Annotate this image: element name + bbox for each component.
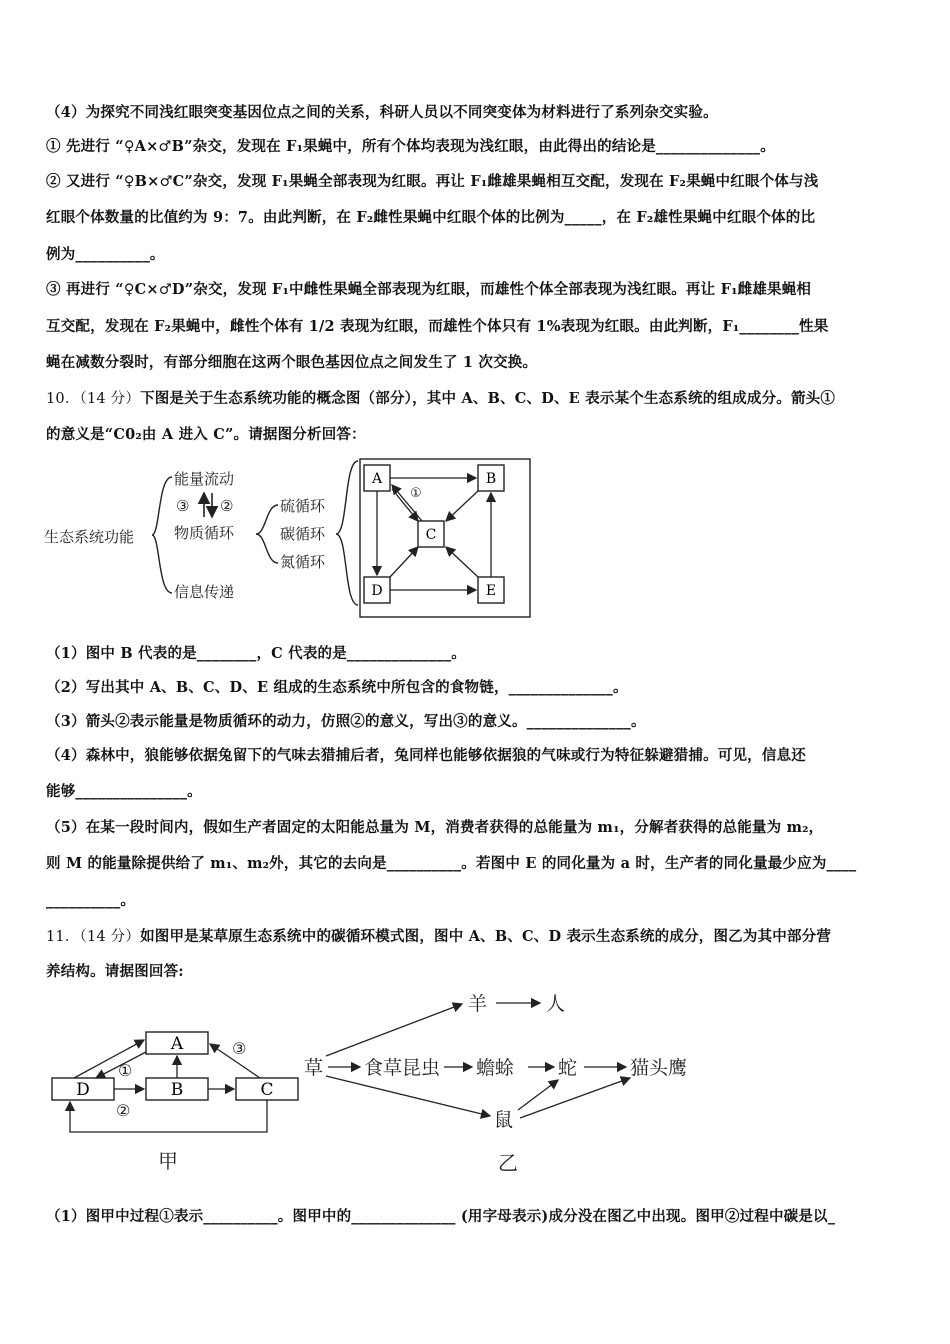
diagram-material-cycle-label: 物质循环 <box>174 524 235 542</box>
jia-box-c: C <box>260 1080 274 1100</box>
diagram-carbon-cycle: 碳循环 <box>280 525 326 543</box>
yi-node-insect: 食草昆虫 <box>364 1057 441 1079</box>
diagram-arrow3-label: ③ <box>176 497 190 515</box>
q10-part5-line3: __________。 <box>46 892 136 909</box>
diagram-cycles-brace <box>256 505 278 563</box>
yi-node-grass: 草 <box>304 1057 324 1079</box>
q9-sub3-line2: 互交配，发现在 F₂果蝇中，雌性个体有 1/2 表现为红眼，而雄性个体只有 1%表现为红眼。由此判断，F₁________性果 <box>46 318 829 335</box>
q9-sub1: ① 先进行 “♀A×♂B”杂交，发现在 F₁果蝇中，所有个体均表现为浅红眼，由此得出的结论是______________。 <box>46 138 775 155</box>
q9-part4: （4）为探究不同浅红眼突变基因位点之间的关系，科研人员以不同突变体为材料进行了系列杂交实验。 <box>46 104 718 121</box>
q11-part1: （1）图甲中过程①表示__________。图甲中的______________ (用字母表示)成分没在图乙中出现。图甲②过程中碳是以_ <box>46 1208 836 1225</box>
jia-label-3: ③ <box>232 1039 247 1058</box>
jia-caption: 甲 <box>158 1149 178 1173</box>
q11-stem-line1 <box>46 927 908 947</box>
jia-label-2: ② <box>116 1101 131 1120</box>
diagram-box-b: B <box>485 471 497 487</box>
q10-part5-line2: 则 M 的能量除提供给了 m₁、m₂外，其它的去向是__________。若图中 E 的同化量为 a 时，生产者的同化量最少应为____ <box>46 855 857 872</box>
q10-part1: （1）图中 B 代表的是________，C 代表的是______________。 <box>46 645 466 662</box>
q10-stem-text: 下图是关于生态系统功能的概念图（部分），其中 A、B、C、D、E 表示某个生态系统的组成成分。箭头① <box>140 390 836 407</box>
diagram-nitrogen-cycle: 氮循环 <box>280 553 326 571</box>
yi-node-mouse: 鼠 <box>494 1109 514 1131</box>
q10-stem-line2: 的意义是“C0₂由 A 进入 C”。请据图分析回答： <box>46 426 366 443</box>
yi-node-toad: 蟾蜍 <box>476 1057 515 1079</box>
jia-box-a: A <box>170 1034 184 1054</box>
jia-box-b: B <box>170 1080 184 1100</box>
diagram-arrow2-label: ② <box>220 497 234 515</box>
food-web-diagram-yi <box>296 986 716 1176</box>
q11-stem-text: 如图甲是某草原生态系统中的碳循环模式图，图中 A、B、C、D 表示生态系统的成分，图乙为其中部分营 <box>140 928 832 945</box>
q10-part3: （3）箭头②表示能量是物质循环的动力，仿照②的意义，写出③的意义。______________。 <box>46 713 646 730</box>
q11-stem-line2: 养结构。请据图回答: <box>46 963 184 980</box>
q9-sub3-line1: ③ 再进行 “♀C×♂D”杂交，发现 F₁中雌性果蝇全部表现为红眼，而雄性个体全部表现为浅红眼。再让 F₁雌雄果蝇相 <box>46 281 812 298</box>
q10-part2: （2）写出其中 A、B、C、D、E 组成的生态系统中所包含的食物链，______________。 <box>46 679 628 696</box>
q10-part4-line1: （4）森林中，狼能够依据兔留下的气味去猎捕后者，兔同样也能够依据狼的气味或行为特征躲避猎捕。可见，信息还 <box>46 747 806 764</box>
diagram-right-brace <box>336 461 358 605</box>
q10-number: 10．（14 分） <box>46 391 141 407</box>
q9-sub2-line3: 例为__________。 <box>46 246 165 263</box>
q9-sub2-line2: 红眼个体数量的比值约为 9：7。由此判断，在 F₂雌性果蝇中红眼个体的比例为_____，在 F₂雄性果蝇中红眼个体的比 <box>46 209 816 226</box>
diagram-arrow1-label: ① <box>410 486 422 501</box>
ecosystem-function-diagram <box>40 455 540 625</box>
diagram-info-transfer-label: 信息传递 <box>174 583 235 601</box>
diagram-box-a: A <box>371 471 383 487</box>
diagram-box-d: D <box>371 583 383 599</box>
yi-caption: 乙 <box>498 1151 518 1175</box>
q10-part4-line2: 能够_______________。 <box>46 783 202 800</box>
diagram-left-brace <box>152 477 172 593</box>
diagram-sulfur-cycle: 硫循环 <box>280 497 326 515</box>
q9-sub2-line1: ② 又进行 “♀B×♂C”杂交，发现 F₁果蝇全部表现为红眼。再让 F₁雌雄果蝇相互交配，发现在 F₂果蝇中红眼个体与浅 <box>46 173 819 190</box>
yi-node-owl: 猫头鹰 <box>630 1057 688 1079</box>
q9-sub3-line3: 蝇在减数分裂时，有部分细胞在这两个眼色基因位点之间发生了 1 次交换。 <box>46 354 538 371</box>
q11-number: 11．（14 分） <box>46 929 141 945</box>
carbon-cycle-diagram-jia <box>46 1020 306 1180</box>
diagram-box-c: C <box>425 527 437 543</box>
diagram-root-label: 生态系统功能 <box>44 528 135 546</box>
q10-stem-line1 <box>46 389 908 409</box>
jia-box-d: D <box>76 1080 90 1100</box>
diagram-energy-flow-label: 能量流动 <box>174 470 235 488</box>
yi-node-human: 人 <box>546 993 566 1015</box>
yi-node-sheep: 羊 <box>468 993 488 1015</box>
q10-part5-line1: （5）在某一段时间内，假如生产者固定的太阳能总量为 M，消费者获得的总能量为 m₁，分解者获得的总能量为 m₂， <box>46 819 824 836</box>
diagram-box-e: E <box>485 583 497 599</box>
jia-label-1: ① <box>118 1061 133 1080</box>
yi-node-snake: 蛇 <box>558 1057 578 1079</box>
